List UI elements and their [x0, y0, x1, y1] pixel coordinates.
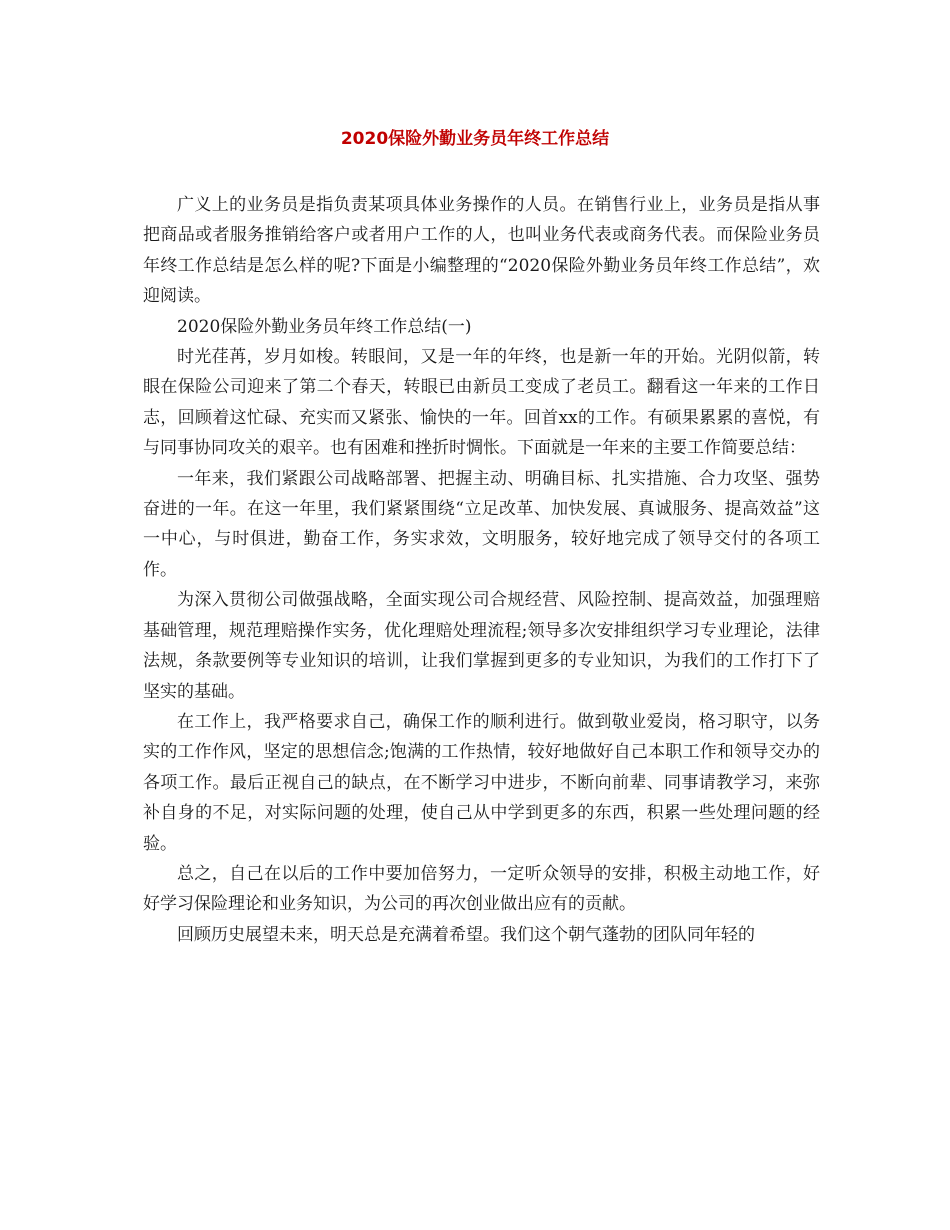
- document-title: 2020保险外勤业务员年终工作总结: [340, 129, 610, 149]
- paragraph: 一年来，我们紧跟公司战略部署、把握主动、明确目标、扎实措施、合力攻坚、强势奋进的一年。在这一年里，我们紧紧围绕“立足改革、加快发展、真诚服务、提高效益”这一中心，与时俱进，勤奋工作，务实求效，文明服务，较好地完成了领导交付的各项工作。: [143, 468, 820, 580]
- paragraph: 总之，自己在以后的工作中要加倍努力，一定听众领导的安排，积极主动地工作，好好学习保险理论和业务知识，为公司的再次创业做出应有的贡献。: [143, 863, 820, 915]
- paragraph: 回顾历史展望未来，明天总是充满着希望。我们这个朝气蓬勃的团队同年轻的: [177, 924, 755, 945]
- paragraph: 为深入贯彻公司做强战略，全面实现公司合规经营、风险控制、提高效益，加强理赔基础管理，规范理赔操作实务，优化理赔处理流程;领导多次安排组织学习专业理论，法律法规，条款要例等专业知识的培训，让我们掌握到更多的专业知识，为我们的工作打下了坚实的基础。: [143, 590, 820, 702]
- document-body: [143, 190, 820, 950]
- paragraph: 时光荏苒，岁月如梭。转眼间，又是一年的年终，也是新一年的开始。光阴似箭，转眼在保险公司迎来了第二个春天，转眼已由新员工变成了老员工。翻看这一年来的工作日志，回顾着这忙碌、充实而又紧张、愉快的一年。回首xx的工作。有硕果累累的喜悦，有与同事协同攻关的艰辛。也有困难和挫折时惆怅。下面就是一年来的主要工作简要总结：: [143, 347, 820, 459]
- paragraph: 在工作上，我严格要求自己，确保工作的顺利进行。做到敬业爱岗，格习职守，以务实的工作作风，坚定的思想信念;饱满的工作热情，较好地做好自己本职工作和领导交办的各项工作。最后正视自己的缺点，在不断学习中进步，不断向前辈、同事请教学习，来弥补自身的不足，对实际问题的处理，使自己从中学到更多的东西，积累一些处理问题的经验。: [143, 711, 820, 854]
- section-heading: 2020保险外勤业务员年终工作总结(一): [177, 316, 472, 337]
- paragraph-intro: 广义上的业务员是指负责某项具体业务操作的人员。在销售行业上，业务员是指从事把商品或者服务推销给客户或者用户工作的人，也叫业务代表或商务代表。而保险业务员年终工作总结是怎么样的呢?下面是小编整理的“2020保险外勤业务员年终工作总结”，欢迎阅读。: [143, 195, 820, 307]
